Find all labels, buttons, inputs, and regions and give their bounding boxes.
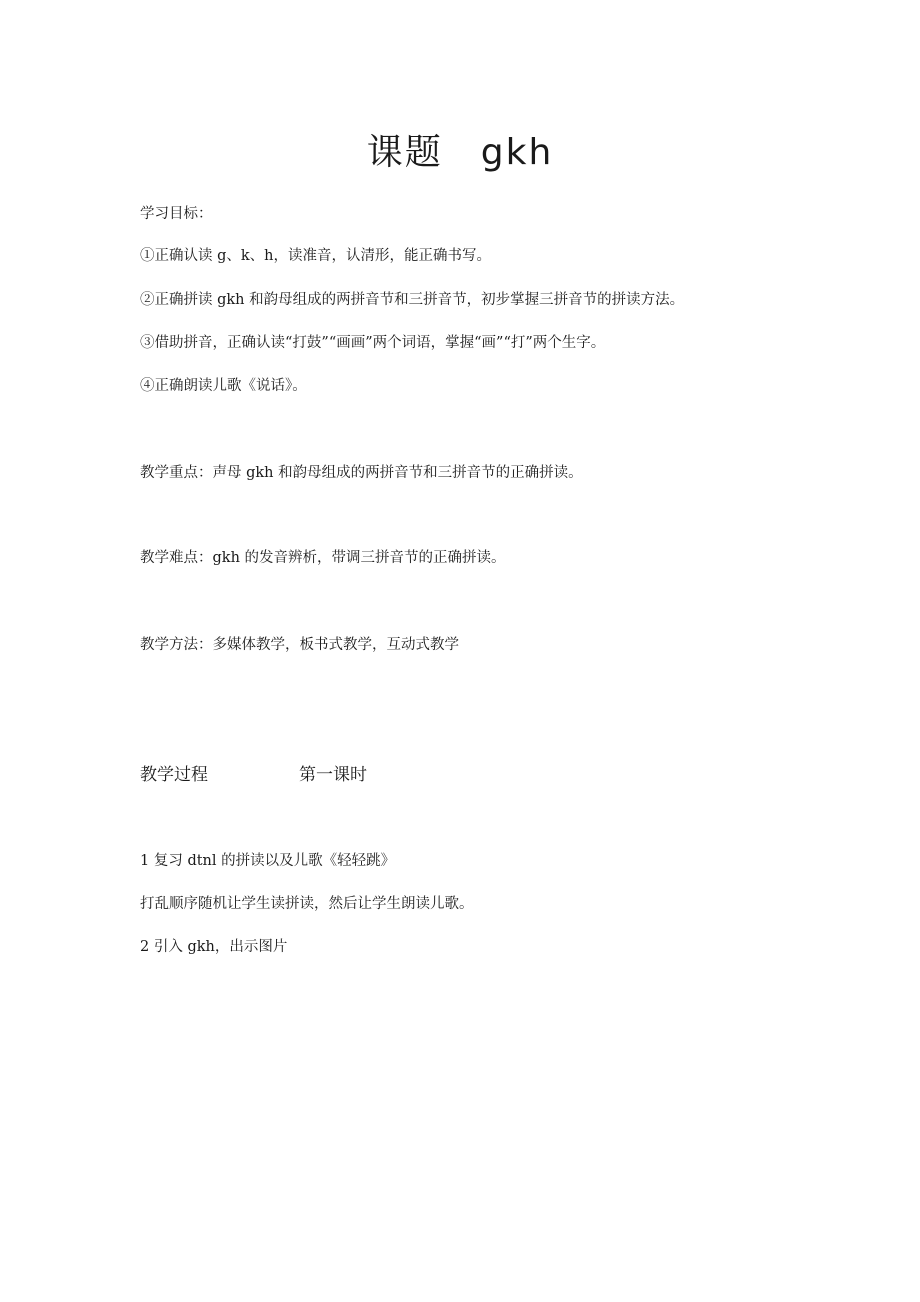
process-heading: 教学过程	[140, 765, 208, 785]
objective-item-2: ②正确拼读 gkh 和韵母组成的两拼音节和三拼音节，初步掌握三拼音节的拼读方法。	[140, 292, 685, 308]
lesson-heading: 第一课时	[299, 765, 367, 785]
process-step-1-detail: 打乱顺序随机让学生读拼读，然后让学生朗读儿歌。	[140, 896, 474, 912]
title-main: 课题	[366, 132, 443, 173]
objective-item-1: ①正确认读 g、k、h，读准音，认清形，能正确书写。	[140, 248, 492, 264]
process-heading-row	[140, 764, 367, 786]
difficulty-text: 教学难点：gkh 的发音辨析，带调三拼音节的正确拼读。	[140, 550, 506, 566]
objective-item-3: ③借助拼音，正确认读“打鼓”“画画”两个词语，掌握“画”“打”两个生字。	[140, 335, 606, 351]
method-text: 教学方法：多媒体教学，板书式教学，互动式教学	[140, 637, 459, 653]
process-step-2: 2 引入 gkh，出示图片	[140, 939, 288, 955]
objective-item-4: ④正确朗读儿歌《说话》。	[140, 378, 307, 394]
key-point-text: 教学重点：声母 gkh 和韵母组成的两拼音节和三拼音节的正确拼读。	[140, 465, 583, 481]
objectives-label: 学习目标：	[140, 206, 213, 222]
process-step-1: 1 复习 dtnl 的拼读以及儿歌《轻轻跳》	[140, 853, 396, 869]
title-code: gkh	[480, 132, 554, 173]
document-title	[0, 124, 920, 175]
